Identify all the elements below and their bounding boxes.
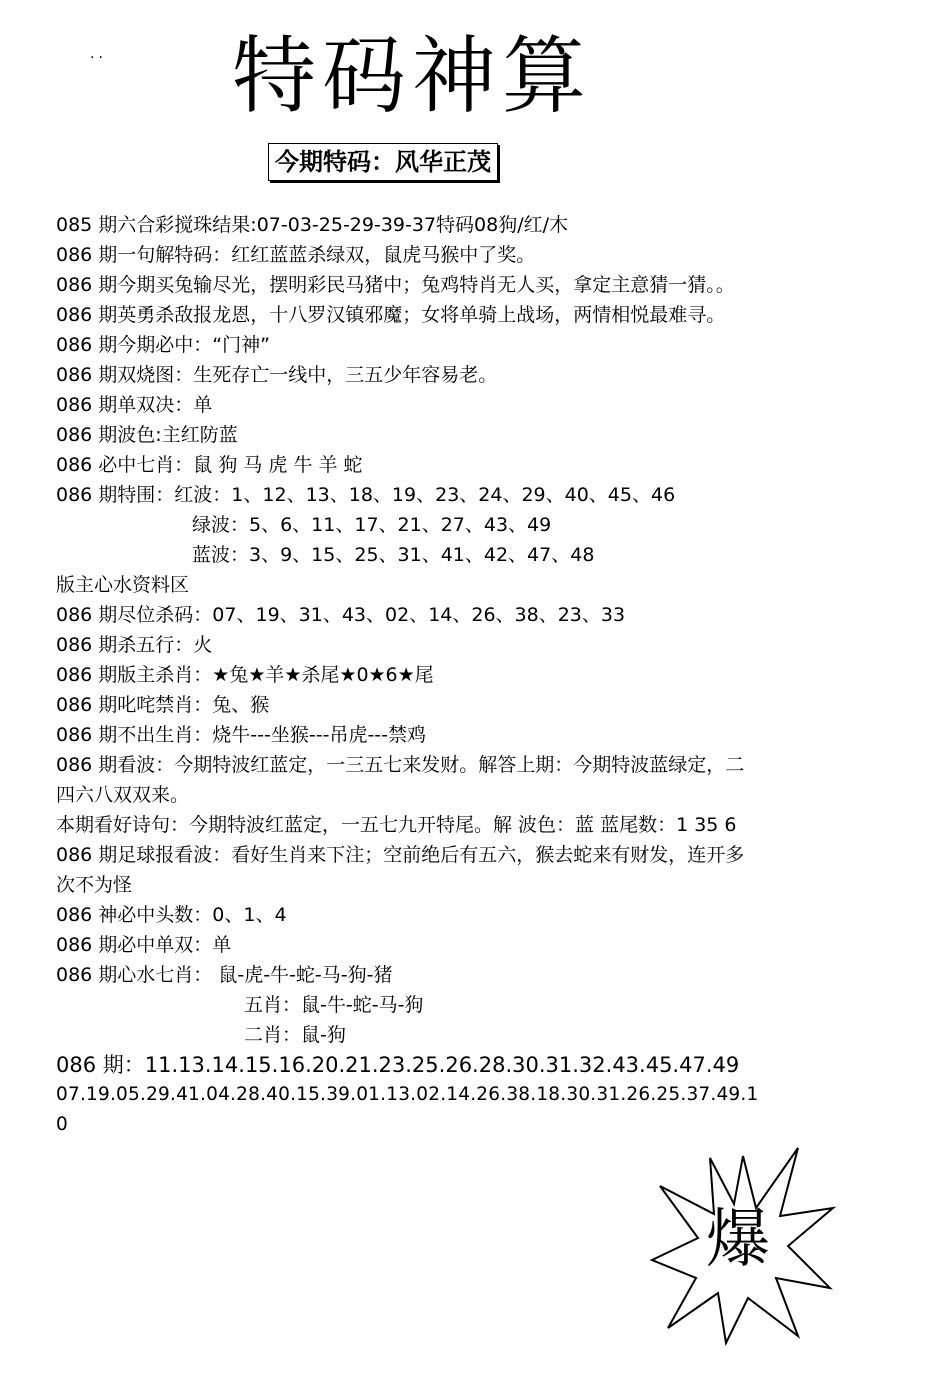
text-line: 次不为怪	[56, 874, 133, 896]
text-line: 086 期英勇杀敌报龙恩，十八罗汉镇邪魔；女将单骑上战场，两情相悦最难寻。	[56, 304, 726, 326]
text-line: 本期看好诗句：今期特波红蓝定，一五七九开特尾。解 波色：蓝 蓝尾数：1 35 6	[56, 814, 737, 836]
text-line: 086 期尽位杀码：07、19、31、43、02、14、26、38、23、33	[56, 604, 626, 626]
page-title: 特码神算	[232, 27, 593, 125]
text-line: 086 必中七肖：鼠 狗 马 虎 牛 羊 蛇	[56, 454, 363, 476]
text-line: 086 期双烧图：生死存亡一线中，三五少年容易老。	[56, 364, 498, 386]
text-line: 086 期看波：今期特波红蓝定，一三五七来发财。解答上期：今期特波蓝绿定，二	[56, 754, 745, 776]
text-line: 绿波：5、6、11、17、21、27、43、49	[192, 514, 552, 536]
text-line: 086 神必中头数：0、1、4	[56, 904, 287, 926]
number-row: 0	[56, 1114, 68, 1135]
text-line: 二肖：鼠-狗	[244, 1024, 346, 1046]
number-row: 086 期：11.13.14.15.16.20.21.23.25.26.28.30.31.32.43.45.47.49	[56, 1053, 740, 1077]
text-line: 086 期必中单双：单	[56, 934, 232, 956]
content-body	[56, 210, 876, 1140]
text-line: 086 期今期必中：“门神”	[56, 334, 270, 356]
text-line: 086 期版主杀肖：★兔★羊★杀尾★0★6★尾	[56, 664, 434, 686]
text-line: 086 期单双决：单	[56, 394, 213, 416]
text-line: 086 期足球报看波：看好生肖来下注；空前绝后有五六，猴去蛇来有财发，连开多	[56, 844, 745, 866]
corner-dots: ..	[90, 46, 107, 62]
result-line: 085 期六合彩搅珠结果:07-03-25-29-39-37特码08狗/红/木	[56, 214, 569, 236]
text-line: 086 期杀五行：火	[56, 634, 213, 656]
burst-badge	[648, 1138, 838, 1348]
text-line: 086 期不出生肖：烧牛---坐猴---吊虎---禁鸡	[56, 724, 427, 746]
text-line: 四六八双双来。	[56, 784, 190, 806]
text-line: 086 期今期买兔输尽光，摆明彩民马猪中；兔鸡特肖无人买，拿定主意猜一猜。。	[56, 274, 735, 296]
subtitle-box: 今期特码：风华正茂	[268, 143, 498, 181]
text-line: 五肖：鼠-牛-蛇-马-狗	[244, 994, 424, 1016]
text-line: 086 期波色:主红防蓝	[56, 424, 238, 446]
text-line: 086 期特围：红波：1、12、13、18、19、23、24、29、40、45、46	[56, 484, 676, 506]
section-heading: 版主心水资料区	[56, 574, 190, 596]
text-line: 蓝波：3、9、15、25、31、41、42、47、48	[192, 544, 595, 566]
text-line: 086 期一句解特码：红红蓝蓝杀绿双，鼠虎马猴中了奖。	[56, 244, 536, 266]
text-line: 086 期心水七肖： 鼠-虎-牛-蛇-马-狗-猪	[56, 964, 393, 986]
text-line: 086 期叱咤禁肖：兔、猴	[56, 694, 270, 716]
burst-label: 爆	[706, 1203, 770, 1277]
number-row: 07.19.05.29.41.04.28.40.15.39.01.13.02.14.26.38.18.30.31.26.25.37.49.1	[56, 1084, 759, 1105]
